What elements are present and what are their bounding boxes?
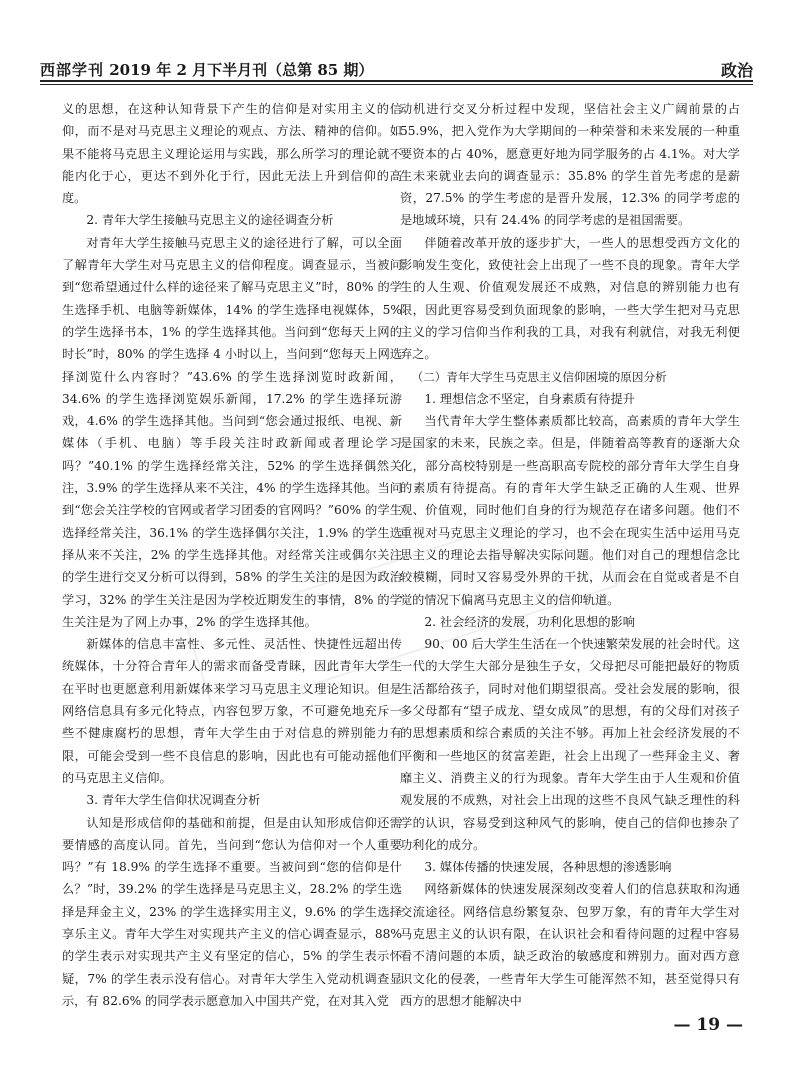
subsection-heading: 2. 社会经济的发展，功利化思想的影响: [424, 614, 635, 629]
journal-logo: 西部学刊: [40, 61, 105, 79]
section-label: 政治: [720, 61, 753, 80]
body-paragraph: 网络新媒体的快速发展深刻改变着人们的信息获取和沟通交流途径。网络信息纷繁复杂、包罗万象，有的青年大学生对马克思主义的认识有限，在认识社会和看待问题的过程中容易看不清问题的本质，缺乏政治的敏感度和辨别力。面对西方意识文化的侵袭，一些青年大学生可能浑然不知，甚至觉得只有西方的思想才能解决中: [400, 882, 740, 1008]
header-rule-thick: [40, 80, 753, 82]
body-paragraph: 动机进行交叉分析过程中发现，坚信社会主义广阔前景的占 55.9%，把入党作为大学期间的一种荣誉和未来发展的一种重要资本的占 40%，愿意更好地为同学服务的占 4.1%。对大学生未来就业去向的调查显示：35.8% 的学生首先考虑的是薪资，27.5% 的学生考虑的是晋升发展，12.3% 的同学考虑的是地域环境，只有 24.4% 的同学考虑的是祖国需要。: [400, 102, 740, 228]
body-paragraph: 认知是形成信仰的基础和前提，但是由认知形成信仰还需要情感的高度认同。首先，当问到“您认为信仰对一个人重要吗？”有 18.9% 的学生选择不重要。当被问到“您的信仰是什么？”时，39.2% 的学生选择是马克思主义，28.2% 的学生选择是拜金主义，23% 的学生选择实用主义，9.6% 的学生选择享乐主义。青年大学生对实现共产主义的信心调查显示，88% 的学生表示对实现共产主义有坚定的信心，5% 的学生表示怀疑，7% 的学生表示没有信心。对青年大学生入党动机调查显示，有 82.6% 的同学表示愿意加入中国共产党，在对其入党: [62, 815, 402, 1008]
page-header: [40, 52, 753, 84]
journal-issue: 2019 年 2 月下半月刊（总第 85 期）: [109, 61, 374, 79]
page-number: — 19 —: [673, 1015, 743, 1035]
left-column: [62, 98, 402, 1012]
subsection-heading: 2. 青年大学生接触马克思主义的途径调查分析: [86, 213, 334, 228]
body-paragraph: 义的思想，在这种认知背景下产生的信仰是对实用主义的信仰，而不是对马克思主义理论的观点、方法、精神的信仰。如果不能将马克思主义理论运用与实践，那么所学习的理论就不能内化于心，更达不到外化于行，因此无法上升到信仰的高度。: [62, 102, 402, 206]
body-paragraph: 当代青年大学生整体素质都比较高，高素质的青年大学生是国家的未来，民族之幸。但是，伴随着高等教育的逐渐大众化，部分高校特别是一些高职高专院校的部分青年大学生自身的素质有待提高。有的青年大学生缺乏正确的人生观、世界观、价值观，同时他们自身的行为规范存在诸多问题。他们不重视对马克思主义理论的学习，也不会在现实生活中运用马克思主义的理论去指导解决实际问题。他们对自己的理想信念比较模糊，同时又容易受外界的干扰，从而会在自觉或者是不自觉的情况下偏离马克思主义的信仰轨道。: [400, 414, 740, 607]
subsection-heading: 1. 理想信念不坚定，自身素质有待提升: [424, 391, 635, 406]
section-heading: （二）青年大学生马克思主义信仰困境的原因分析: [411, 369, 667, 384]
right-column: [400, 98, 740, 1012]
body-paragraph: 90、00 后大学生生活在一个快速繁荣发展的社会时代。这一代的大学生大部分是独生子女，父母把尽可能把最好的物质生活都给孩子，同时对他们期望很高。受社会发展的影响，很多父母都有“望子成龙、望女成凤”的思想，有的父母们对孩子的思想素质和综合素质的关注不够。再加上社会经济发展的不平衡和一些地区的贫富差距，社会上出现了一些拜金主义、奢靡主义、消费主义的行为现象。青年大学生由于人生观和价值观发展的不成熟，对社会上出现的这些不良风气缺乏理性的科学的认识，容易受到这种风气的影响，使自己的信仰也掺杂了功利化的成分。: [400, 637, 740, 852]
subsection-heading: 3. 媒体传播的快速发展，各种思想的渗透影响: [424, 860, 672, 875]
body-paragraph: 伴随着改革开放的逐步扩大，一些人的思想受西方文化的影响发生变化，致使社会上出现了一些不良的现象。青年大学生的人生观、价值观发展还不成熟，对信息的辨别能力也有限，因此更容易受到负面现象的影响，一些大学生把对马克思主义的学习信仰当作利我的工具，对我有利就信，对我无利便弃之。: [400, 235, 740, 362]
header-rule-thin: [40, 84, 753, 85]
body-paragraph: 新媒体的信息丰富性、多元性、灵活性、快捷性远超出传统媒体，十分符合青年人的需求而备受青睐，因此青年大学生在平时也更愿意利用新媒体来学习马克思主义理论知识。但是网络信息具有多元化特点，内容包罗万象，不可避免地充斥一些不健康腐朽的思想，青年大学生由于对信息的辨别能力有限，可能会受到一些不良信息的影响，因此也有可能动摇他们的马克思主义信仰。: [62, 637, 402, 785]
body-paragraph: 对青年大学生接触马克思主义的途径进行了解，可以全面了解青年大学生对马克思主义的信仰程度。调查显示，当被问到“您希望通过什么样的途径来了解马克思主义”时，80% 的学生选择手机、电脑等新媒体，14% 的学生选择电视媒体，5% 的学生选择书本，1% 的学生选择其他。当问到“您每天上网的时长”时，80% 的学生选择 4 小时以上，当问到“您每天上网选择浏览什么内容时？”43.6% 的学生选择浏览时政新闻，34.6% 的学生选择浏览娱乐新闻，17.2% 的学生选择玩游戏，4.6% 的学生选择其他。当问到“您会通过报纸、电视、新媒体（手机、电脑）等手段关注时政新闻或者理论学习吗？”40.1% 的学生选择经常关注，52% 的学生选择偶然关注，3.9% 的学生选择从来不关注，4% 的学生选择其他。当问到“您会关注学校的官网或者学习团委的官网吗？”60% 的学生选择经常关注，36.1% 的学生选择偶尔关注，1.9% 的学生选择从来不关注，2% 的学生选择其他。对经常关注或偶尔关注的学生进行交叉分析可以得到，58% 的学生关注的是因为政治学习，32% 的学生关注是因为学校近期发生的事情，8% 的学生关注是为了网上办事，2% 的学生选择其他。: [62, 235, 402, 629]
subsection-heading: 3. 青年大学生信仰状况调查分析: [86, 793, 261, 808]
journal-masthead: [40, 59, 373, 80]
